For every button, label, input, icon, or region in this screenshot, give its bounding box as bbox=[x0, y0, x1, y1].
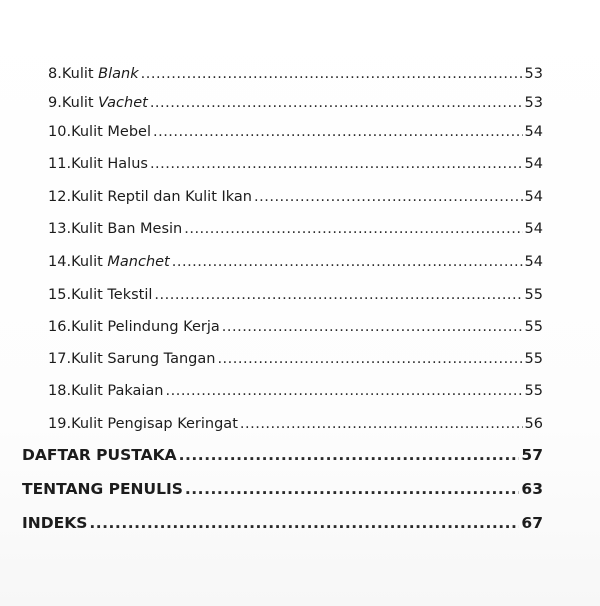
entry-title-text: Kulit Halus bbox=[71, 156, 148, 172]
entry-number: 13. bbox=[48, 221, 72, 237]
entry-title bbox=[71, 189, 254, 205]
entry-title bbox=[62, 66, 141, 82]
toc-entry bbox=[48, 124, 543, 140]
main-entry-title: TENTANG PENULIS bbox=[22, 480, 183, 498]
entry-title-text: Kulit bbox=[61, 66, 99, 82]
entry-page-number: 54 bbox=[524, 221, 543, 237]
toc-entry bbox=[48, 156, 543, 172]
main-entry-page-number: 63 bbox=[521, 480, 543, 498]
dot-leader bbox=[240, 416, 523, 432]
dot-leader bbox=[222, 319, 523, 335]
entry-title bbox=[62, 95, 150, 111]
entry-title-text: Kulit Sarung Tangan bbox=[71, 351, 216, 367]
dot-leader bbox=[166, 383, 523, 399]
entry-number: 9. bbox=[48, 95, 62, 111]
entry-title bbox=[71, 416, 240, 432]
entry-number: 14. bbox=[48, 254, 72, 270]
entry-title-text: Kulit bbox=[61, 95, 99, 111]
toc-entry bbox=[48, 383, 543, 399]
main-entry-title: INDEKS bbox=[22, 514, 88, 532]
entry-page-number: 54 bbox=[524, 189, 543, 205]
toc-entry bbox=[48, 221, 543, 237]
toc-entry bbox=[48, 66, 543, 82]
entry-page-number: 53 bbox=[524, 95, 543, 111]
entry-number: 19. bbox=[48, 416, 72, 432]
entry-page-number: 53 bbox=[524, 66, 543, 82]
toc-entry bbox=[48, 416, 543, 432]
entry-title bbox=[71, 319, 222, 335]
entry-page-number: 55 bbox=[524, 383, 543, 399]
entry-page-number: 54 bbox=[524, 124, 543, 140]
toc-entry bbox=[48, 95, 543, 111]
entry-title-text: Kulit Reptil dan Kulit Ikan bbox=[71, 189, 253, 205]
dot-leader bbox=[89, 514, 519, 532]
entry-title bbox=[71, 156, 150, 172]
dot-leader bbox=[153, 124, 523, 140]
dot-leader bbox=[217, 351, 522, 367]
entry-number: 18. bbox=[48, 383, 72, 399]
entry-number: 17. bbox=[48, 351, 72, 367]
entry-title bbox=[71, 221, 184, 237]
entry-number: 10. bbox=[48, 124, 72, 140]
entry-title bbox=[71, 351, 217, 367]
entry-number: 11. bbox=[48, 156, 72, 172]
entry-page-number: 56 bbox=[524, 416, 543, 432]
dot-leader bbox=[184, 221, 522, 237]
entry-title bbox=[71, 124, 153, 140]
entry-page-number: 55 bbox=[524, 319, 543, 335]
main-entry-title: DAFTAR PUSTAKA bbox=[22, 446, 177, 464]
entry-title bbox=[71, 287, 154, 303]
entry-title-text: Kulit Tekstil bbox=[71, 287, 153, 303]
entry-page-number: 54 bbox=[524, 254, 543, 270]
dot-leader bbox=[179, 446, 520, 464]
dot-leader bbox=[141, 66, 523, 82]
entry-title-italic: Blank bbox=[98, 66, 139, 82]
entry-title-text: Kulit Pelindung Kerja bbox=[71, 319, 220, 335]
entry-number: 15. bbox=[48, 287, 72, 303]
entry-title-italic: Manchet bbox=[107, 254, 170, 270]
entry-title-text: Kulit bbox=[71, 254, 108, 270]
entry-page-number: 55 bbox=[524, 287, 543, 303]
main-entry-page-number: 57 bbox=[521, 446, 543, 464]
entry-title-text: Kulit Pengisap Keringat bbox=[71, 416, 238, 432]
entry-title bbox=[71, 383, 165, 399]
toc-entry bbox=[48, 287, 543, 303]
main-entry-page-number: 67 bbox=[521, 514, 543, 532]
entry-title bbox=[71, 254, 172, 270]
entry-title-text: Kulit Pakaian bbox=[71, 383, 164, 399]
dot-leader bbox=[172, 254, 523, 270]
toc-entry bbox=[48, 319, 543, 335]
dot-leader bbox=[185, 480, 520, 498]
toc-entry bbox=[48, 351, 543, 367]
toc-main-entry bbox=[22, 514, 543, 532]
entry-page-number: 54 bbox=[524, 156, 543, 172]
entry-number: 8. bbox=[48, 66, 62, 82]
entry-title-text: Kulit Ban Mesin bbox=[71, 221, 183, 237]
toc-main-entry bbox=[22, 446, 543, 464]
dot-leader bbox=[150, 156, 523, 172]
entry-number: 16. bbox=[48, 319, 72, 335]
toc-entry bbox=[48, 189, 543, 205]
entry-title-text: Kulit Mebel bbox=[71, 124, 151, 140]
toc-main-entry bbox=[22, 480, 543, 498]
dot-leader bbox=[150, 95, 523, 111]
toc-entry bbox=[48, 254, 543, 270]
dot-leader bbox=[254, 189, 523, 205]
entry-title-italic: Vachet bbox=[98, 95, 148, 111]
entry-number: 12. bbox=[48, 189, 72, 205]
dot-leader bbox=[154, 287, 522, 303]
entry-page-number: 55 bbox=[524, 351, 543, 367]
